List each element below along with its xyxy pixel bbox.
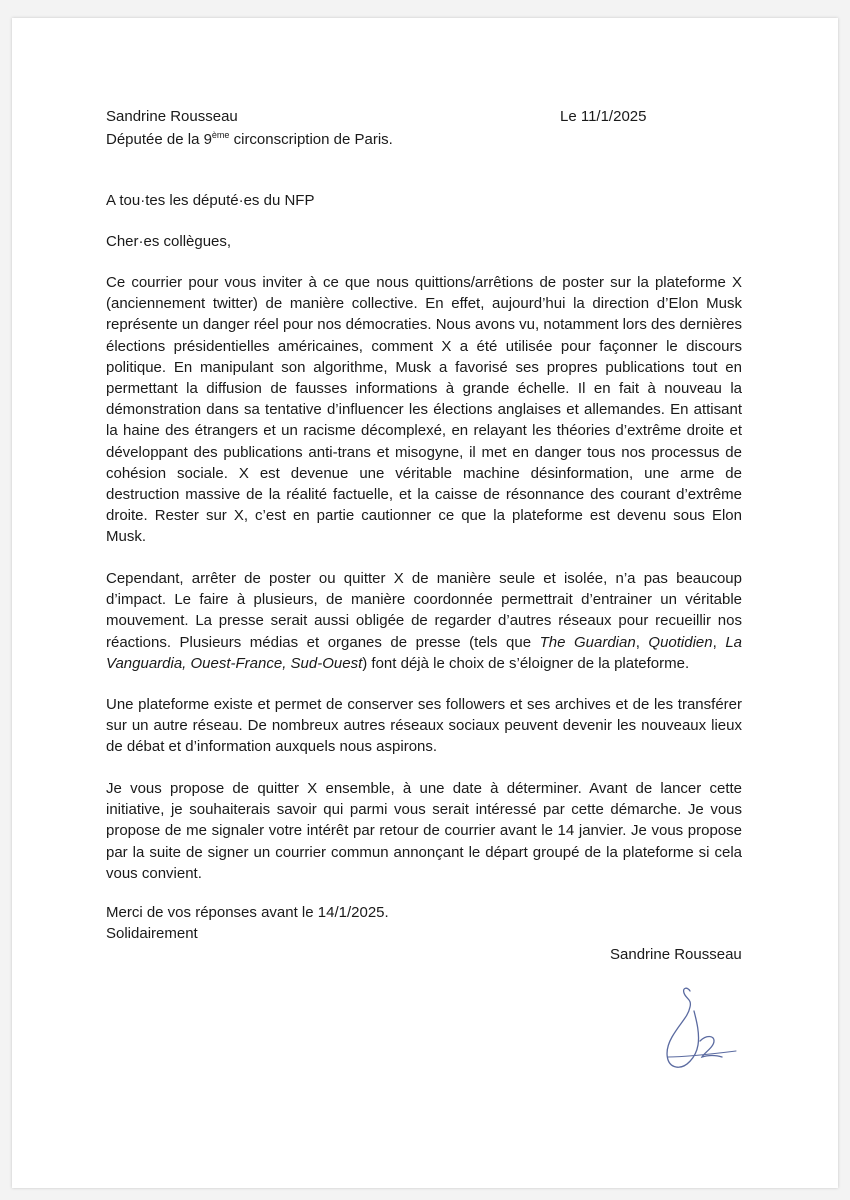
paragraph-2-text: Cependant, arrêter de poster ou quitter X de manière seule et isolée, n’a pas beaucoup d’impact. Le faire à plusieurs, de manière coordonnée permettrait d’entrainer un véritable mouvement. La presse serait aussi obligée de regarder d’autres réseaux pour recueillir nos réactions. Plusieurs médias et organes de presse (tels que <box>106 570 742 651</box>
sender-title-text: Députée de la 9 <box>106 131 212 148</box>
paragraph-4: Je vous propose de quitter X ensemble, à une date à déterminer. Avant de lancer cette initiative, je souhaiterais savoir qui parmi vous serait intéressé par cette démarche. Je vous propose de me signaler votre intérêt par retour de courrier avant le 14 janvier. Je vous propose par la suite de signer un courrier commun annonçant le départ groupé de la plateforme si cela vous convient. <box>106 780 742 882</box>
separator: , <box>712 633 726 651</box>
media-name: Quotidien <box>648 633 713 651</box>
separator: , <box>635 633 649 651</box>
letter-page <box>12 18 838 1188</box>
sender-name: Sandrine Rousseau <box>106 108 238 125</box>
closing-line: Merci de vos réponses avant le 14/1/2025. <box>106 904 389 921</box>
media-name: The Guardian <box>539 633 636 651</box>
paragraph-2-end: ) font déjà le choix de s’éloigner de la plateforme. <box>362 654 690 672</box>
sender-title-superscript: ème <box>211 130 230 140</box>
recipient-line: A tou·tes les député·es du NFP <box>106 192 315 209</box>
paragraph-2 <box>106 568 742 674</box>
handwritten-signature <box>652 983 742 1083</box>
sender-title-rest: circonscription de Paris. <box>229 131 393 148</box>
closing-word: Solidairement <box>106 925 198 942</box>
signature-name: Sandrine Rousseau <box>610 946 742 963</box>
media-name: La Vanguardia, Ouest-France, Sud-Ouest <box>106 633 743 672</box>
salutation: Cher·es collègues, <box>106 233 232 250</box>
letter-date: Le 11/1/2025 <box>560 108 647 125</box>
paragraph-1: Ce courrier pour vous inviter à ce que nous quittions/arrêtions de poster sur la plateforme X (anciennement twitter) de manière collective. En effet, aujourd’hui la direction d’Elon Musk représente un danger réel pour nos démocraties. Nous avons vu, notamment lors des dernières élections présidentielles américaines, comment X a été utilisée pour façonner le discours politique. En manipulant son algorithme, Musk a favorisé ses propres publications tout en permettant la diffusion de fausses informations à grande échelle. Il en fait à nouveau la démonstration dans sa tentative d’influencer les élections anglaises et allemandes. En attisant la haine des étrangers et un racisme décomplexé, en relayant les théories d’extrême droite et développant des publications anti-trans et misogyne, il met en danger tous nos processus de cohésion sociale. X est devenue une véritable machine désinformation, une arme de destruction massive de la réalité factuelle, et la caisse de résonnance des courant d’extrême droite. Rester sur X, c’est en partie cautionner ce que la plateforme est devenu sous Elon Musk. <box>106 274 742 546</box>
sender-title <box>106 129 393 150</box>
paragraph-3: Une plateforme existe et permet de conserver ses followers et ses archives et de les transférer sur un autre réseau. De nombreux autres réseaux sociaux peuvent devenir les nouveaux lieux de débat et d’information auxquels nous aspirons. <box>106 696 742 756</box>
